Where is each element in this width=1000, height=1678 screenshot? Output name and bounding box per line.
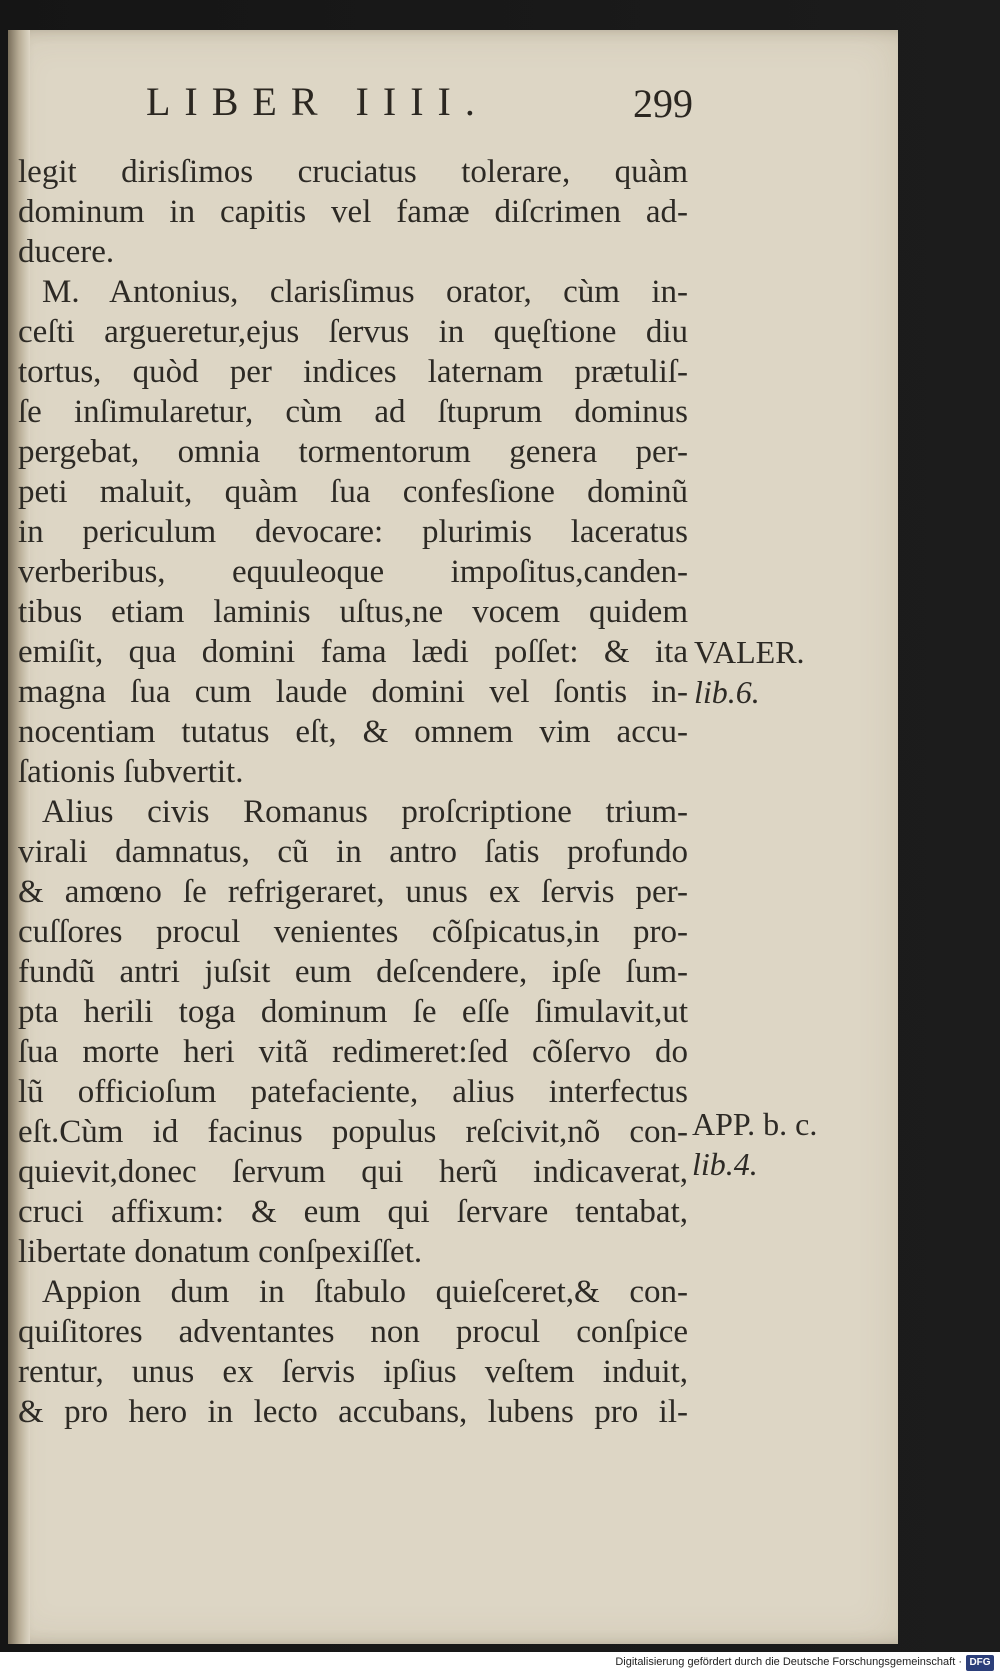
text-line: lũ officioſum patefaciente, alius interfectus	[18, 1074, 688, 1110]
text-line: pta herili toga dominum ſe eſſe ſimulavit,ut	[18, 994, 688, 1030]
text-line: dominum in capitis vel famæ diſcrimen ad-	[18, 194, 688, 230]
text-line: ſua morte heri vitã redimeret:ſed cõſervo do	[18, 1034, 688, 1070]
book-page	[8, 30, 898, 1644]
text-line: Appion dum in ſtabulo quieſceret,& con-	[42, 1274, 688, 1310]
text-line: legit dirisſimos cruciatus tolerare, quàm	[18, 154, 688, 190]
main-text-block	[18, 152, 688, 1432]
text-line: ducere.	[18, 234, 115, 270]
text-line: pergebat, omnia tormentorum genera per-	[18, 434, 688, 470]
text-line: & pro hero in lecto accubans, lubens pro il-	[18, 1394, 688, 1430]
text-line: virali damnatus, cũ in antro ſatis profundo	[18, 834, 688, 870]
text-line: in periculum devocare: plurimis laceratus	[18, 514, 688, 550]
dfg-logo: DFG	[966, 1655, 994, 1671]
text-line: rentur, unus ex ſervis ipſius veſtem induit,	[18, 1354, 688, 1390]
text-line: emiſit, qua domini fama lædi poſſet: & ita	[18, 634, 688, 670]
text-line: nocentiam tutatus eſt, & omnem vim accu-	[18, 714, 688, 750]
text-line: libertate donatum conſpexiſſet.	[18, 1234, 423, 1270]
page-header	[128, 70, 728, 140]
text-line: Alius civis Romanus proſcriptione trium-	[42, 794, 688, 830]
text-line: magna ſua cum laude domini vel ſontis in-	[18, 674, 688, 710]
text-line: ſe inſimularetur, cùm ad ſtuprum dominus	[18, 394, 688, 430]
margin-note-app	[692, 1104, 817, 1184]
margin-note-valer	[694, 632, 805, 712]
text-line: ſationis ſubvertit.	[18, 754, 244, 790]
text-line: cuſſores procul venientes cõſpicatus,in pro-	[18, 914, 688, 950]
margin-note-line: lib.6.	[694, 674, 760, 710]
page-number: 299	[633, 81, 693, 126]
text-line: M. Antonius, clarisſimus orator, cùm in-	[42, 274, 688, 310]
margin-note-line: lib.4.	[692, 1146, 758, 1182]
text-line: eſt.Cùm id facinus populus reſcivit,nõ con-	[18, 1114, 688, 1150]
text-line: peti maluit, quàm ſua confesſione dominũ	[18, 474, 688, 510]
text-line: tibus etiam laminis uſtus,ne vocem quidem	[18, 594, 688, 630]
funding-credit: Digitalisierung gefördert durch die Deutsche Forschungsgemeinschaft ·	[615, 1656, 962, 1668]
text-line: quiſitores adventantes non procul conſpice	[18, 1314, 688, 1350]
footer-bar	[0, 1652, 1000, 1678]
text-line: cruci affixum: & eum qui ſervare tentabat,	[18, 1194, 688, 1230]
margin-note-line: VALER.	[694, 634, 805, 670]
margin-note-line: APP. b. c.	[692, 1106, 818, 1142]
text-line: ceſti argueretur,ejus ſervus in quęſtione diu	[18, 314, 688, 350]
text-line: verberibus, equuleoque impoſitus,canden-	[18, 554, 688, 590]
text-line: quievit,donec ſervum qui herũ indicaverat,	[18, 1154, 688, 1190]
text-line: tortus, quòd per indices laternam prætuliſ-	[18, 354, 688, 390]
text-line: & amœno ſe refrigeraret, unus ex ſervis per-	[18, 874, 688, 910]
text-line: fundũ antri juſsit eum deſcendere, ipſe ſum-	[18, 954, 688, 990]
running-head: LIBER IIII.	[146, 79, 489, 124]
